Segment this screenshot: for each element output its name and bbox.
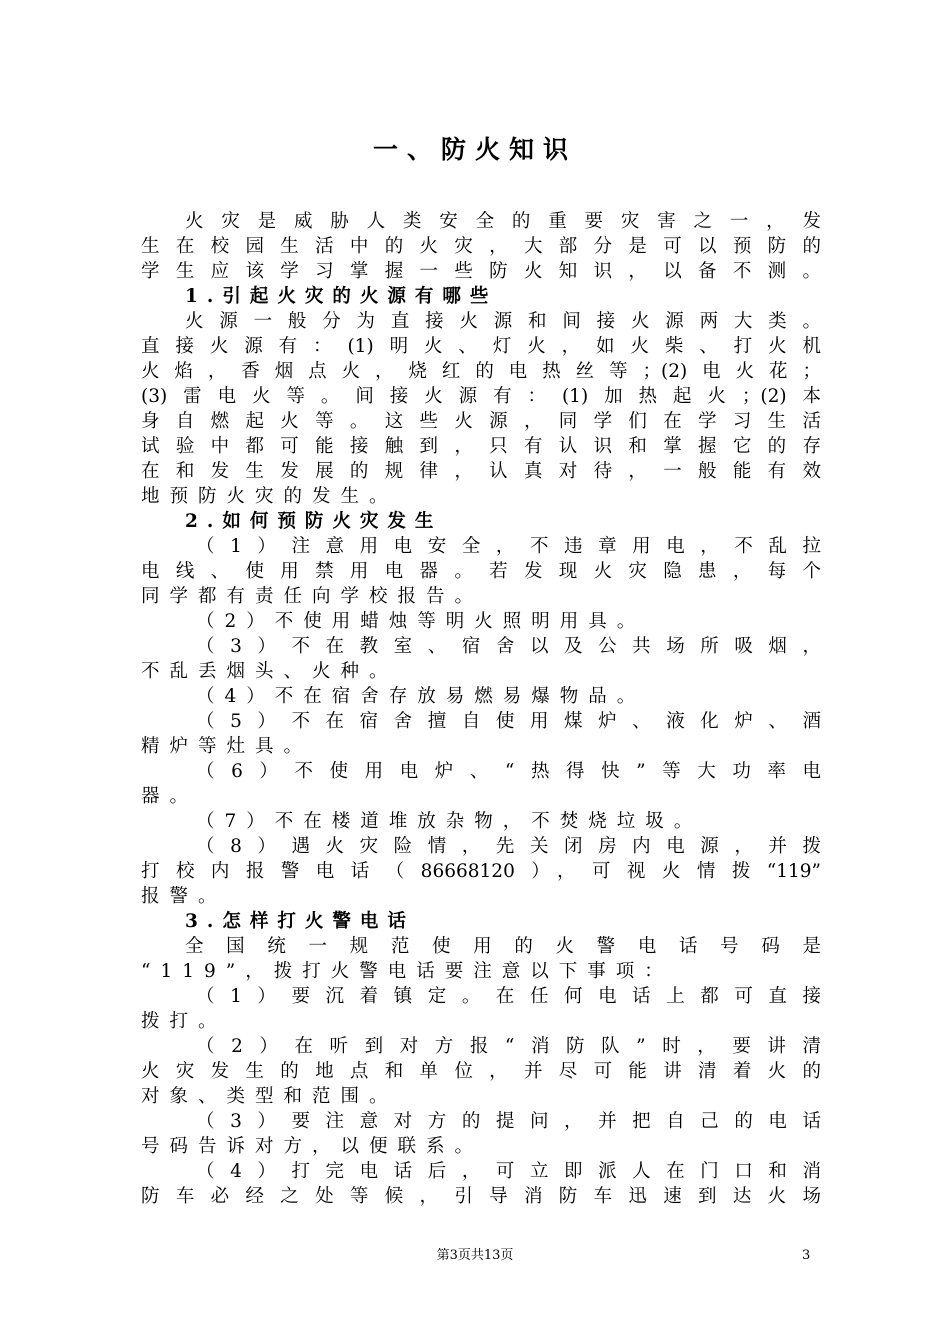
paragraph-line: 火焰，香烟点火，烧红的电热丝等；(2)电火花； bbox=[141, 361, 821, 382]
list-item-line: （2）不使用蜡烛等明火照明用具。 bbox=[196, 611, 646, 632]
paragraph-line: 火源一般分为直接火源和间接火源两大类。 bbox=[185, 311, 821, 332]
paragraph-line: 生在校园生活中的火灾，大部分是可以预防的 bbox=[141, 236, 821, 257]
list-item-line: 打校内报警电话（86668120），可视火情拨“119” bbox=[141, 861, 821, 882]
list-item-line: （6）不使用电炉、“热得快”等大功率电 bbox=[196, 761, 821, 782]
list-item-line: （1）要沉着镇定。在任何电话上都可直接 bbox=[196, 986, 821, 1007]
list-item-line: （4）打完电话后，可立即派人在门口和消 bbox=[196, 1161, 821, 1182]
section-heading: 1.引起火灾的火源有哪些 bbox=[185, 286, 498, 307]
paragraph-line: 学生应该学习掌握一些防火知识，以备不测。 bbox=[141, 261, 821, 282]
list-item-line: （7）不在楼道堆放杂物，不焚烧垃圾。 bbox=[196, 811, 703, 832]
list-item-line: （4）不在宿舍存放易燃易爆物品。 bbox=[196, 686, 646, 707]
list-item-line: 同学都有责任向学校报告。 bbox=[141, 586, 484, 607]
list-item-line: （3）要注意对方的提问，并把自己的电话 bbox=[196, 1111, 821, 1132]
list-item-line: （5）不在宿舍擅自使用煤炉、液化炉、酒 bbox=[196, 711, 821, 732]
paragraph-line: (3)雷电火等。间接火源有：(1)加热起火；(2)本 bbox=[141, 386, 821, 407]
section-heading: 2.如何预防火灾发生 bbox=[185, 511, 443, 532]
paragraph-line: 直接火源有：(1)明火、灯火，如火柴、打火机 bbox=[141, 336, 821, 357]
list-item-line: （3）不在教室、宿舍以及公共场所吸烟， bbox=[196, 636, 821, 657]
list-item-line: 电线、使用禁用电器。若发现火灾隐患，每个 bbox=[141, 561, 821, 582]
list-item-line: 对象、类型和范围。 bbox=[141, 1086, 398, 1107]
list-item-line: 火灾发生的地点和单位，并尽可能讲清着火的 bbox=[141, 1061, 821, 1082]
paragraph-line: “119”，拨打火警电话要注意以下事项： bbox=[141, 961, 673, 982]
footer-page-number: 3 bbox=[802, 1248, 811, 1263]
list-item-line: （8）遇火灾险情，先关闭房内电源，并拨 bbox=[196, 836, 821, 857]
footer-page-info: 第3页共13页 bbox=[436, 1248, 514, 1263]
paragraph-line: 火灾是威胁人类安全的重要灾害之一，发 bbox=[185, 211, 821, 232]
document-body bbox=[141, 209, 821, 1209]
paragraph-line: 全国统一规范使用的火警电话号码是 bbox=[185, 936, 821, 957]
paragraph-line: 试验中都可能接触到，只有认识和掌握它的存 bbox=[141, 436, 821, 457]
list-item-line: 不乱丢烟头、火种。 bbox=[141, 661, 398, 682]
list-item-line: （2）在听到对方报“消防队”时，要讲清 bbox=[196, 1036, 821, 1057]
page-title: 一、防火知识 bbox=[372, 135, 577, 164]
list-item-line: （1）注意用电安全，不违章用电，不乱拉 bbox=[196, 536, 821, 557]
list-item-line: 防车必经之处等候，引导消防车迅速到达火场 bbox=[141, 1186, 821, 1207]
paragraph-line: 地预防火灾的发生。 bbox=[141, 486, 398, 507]
list-item-line: 器。 bbox=[141, 786, 199, 807]
section-heading: 3.怎样打火警电话 bbox=[185, 911, 415, 932]
paragraph-line: 在和发生发展的规律，认真对待，一般能有效 bbox=[141, 461, 821, 482]
list-item-line: 号码告诉对方，以便联系。 bbox=[141, 1136, 484, 1157]
paragraph-line: 身自燃起火等。这些火源，同学们在学习生活 bbox=[141, 411, 821, 432]
list-item-line: 精炉等灶具。 bbox=[141, 736, 313, 757]
list-item-line: 拨打。 bbox=[141, 1011, 227, 1032]
list-item-line: 报警。 bbox=[141, 886, 227, 907]
